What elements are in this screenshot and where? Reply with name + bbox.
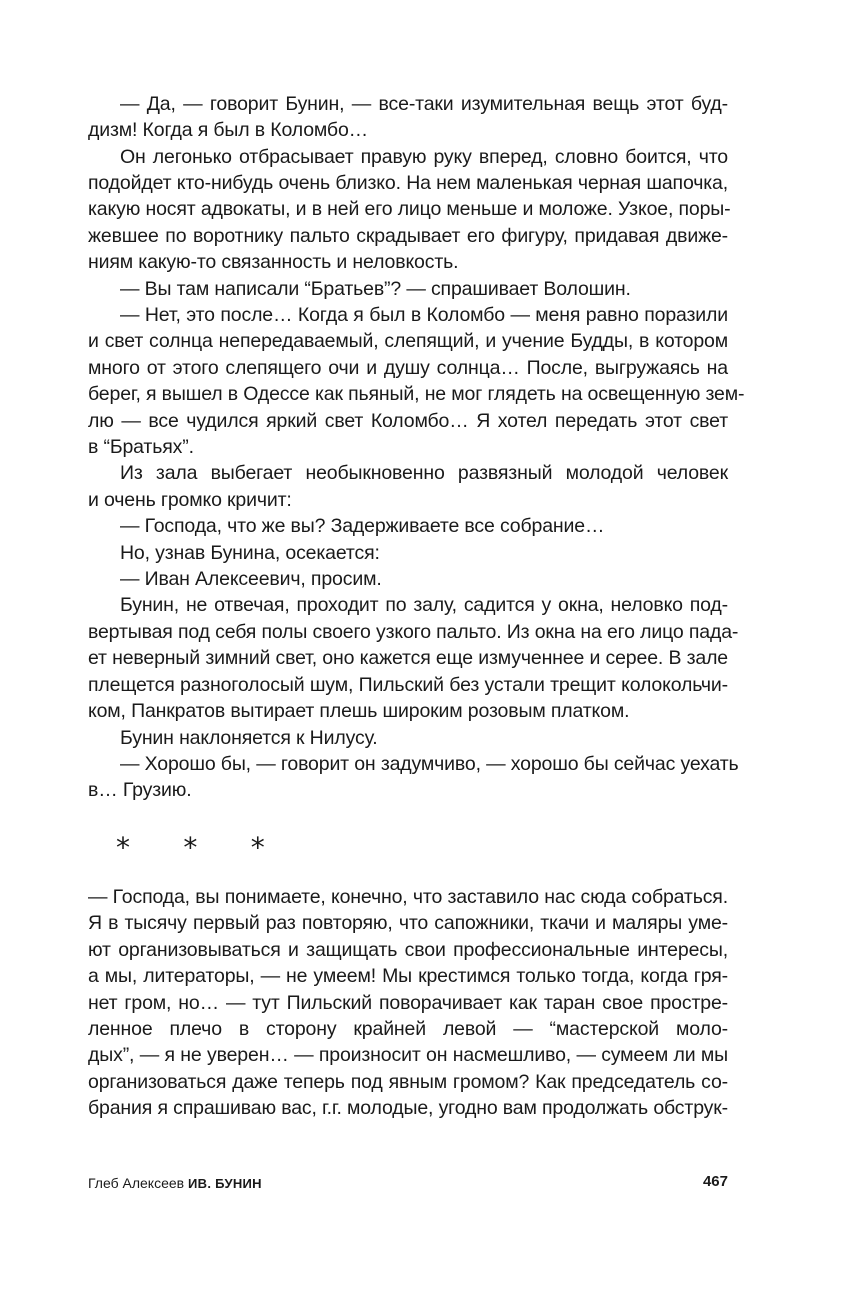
text-line: дых”, — я не уверен… — произносит он насмешливо, — сумеем ли мы [88, 1044, 728, 1066]
running-footer [88, 1173, 262, 1193]
text-line: дизм! Когда я был в Коломбо… [88, 119, 368, 141]
text-line: подойдет кто-нибудь очень близко. На нем маленькая черная шапочка, [88, 172, 728, 194]
text-line: брания я спрашиваю вас, г.г. молодые, угодно вам продолжать обструк- [88, 1097, 728, 1119]
section-separator: * * * [116, 831, 265, 864]
text-line: — Нет, это после… Когда я был в Коломбо — меня равно поразили [120, 304, 728, 326]
text-line: Он легонько отбрасывает правую руку вперед, словно боится, что [120, 146, 728, 168]
footer-book-title: ИВ. БУНИН [187, 1176, 262, 1191]
text-line: Бунин, не отвечая, проходит по залу, садится у окна, неловко под- [120, 594, 728, 616]
text-line: вертывая под себя полы своего узкого пальто. Из окна на его лицо пада- [88, 621, 739, 643]
text-line: плещется разноголосый шум, Пильский без устали трещит колокольчи- [88, 674, 728, 696]
text-line: в “Братьях”. [88, 436, 194, 458]
text-line: берег, я вышел в Одессе как пьяный, не мог глядеть на освещенную зем- [88, 383, 745, 405]
text-line: а мы, литераторы, — не умеем! Мы крестимся только тогда, когда гря- [88, 965, 728, 987]
text-line: ет неверный зимний свет, оно кажется еще измученнее и серее. В зале [88, 647, 728, 669]
text-line: ком, Панкратов вытирает плешь широким розовым платком. [88, 700, 630, 722]
text-line: — Да, — говорит Бунин, — все-таки изумительная вещь этот буд- [120, 93, 728, 115]
text-line: Из зала выбегает необыкновенно развязный молодой человек [120, 462, 728, 484]
text-line: организоваться даже теперь под явным громом? Как председатель со- [88, 1071, 728, 1093]
text-line: — Господа, вы понимаете, конечно, что заставило нас сюда собраться. [88, 886, 728, 908]
page-number: 467 [702, 1173, 728, 1190]
text-line: и очень громко кричит: [88, 489, 292, 511]
text-line: в… Грузию. [88, 779, 192, 801]
text-line: лю — все чудился яркий свет Коломбо… Я хотел передать этот свет [88, 410, 728, 432]
text-line: нет гром, но… — тут Пильский поворачивает как таран свое простре- [88, 992, 728, 1014]
text-line: Я в тысячу первый раз повторяю, что сапожники, ткачи и маляры уме- [88, 912, 728, 934]
text-line: Но, узнав Бунина, осекается: [120, 542, 380, 564]
footer-author: Глеб Алексеев [88, 1175, 185, 1191]
text-line: ниям какую-то связанность и неловкость. [88, 251, 459, 273]
text-line: — Господа, что же вы? Задерживаете все собрание… [120, 515, 605, 537]
text-line: и свет солнца непередаваемый, слепящий, и учение Будды, в котором [88, 330, 728, 352]
text-line: — Хорошо бы, — говорит он задумчиво, — хорошо бы сейчас уехать [120, 753, 739, 775]
text-line: много от этого слепящего очи и душу солнца… После, выгружаясь на [88, 357, 728, 379]
text-line: ленное плечо в сторону крайней левой — “мастерской моло- [88, 1018, 728, 1040]
text-line: какую носят адвокаты, и в ней его лицо меньше и моложе. Узкое, поры- [88, 198, 731, 220]
text-line: жевшее по воротнику пальто скрадывает его фигуру, придавая движе- [88, 225, 728, 247]
text-line: — Вы там написали “Братьев”? — спрашивает Волошин. [120, 278, 631, 300]
text-line: Бунин наклоняется к Нилусу. [120, 727, 378, 749]
text-line: — Иван Алексеевич, просим. [120, 568, 382, 590]
text-line: ют организовываться и защищать свои профессиональные интересы, [88, 939, 728, 961]
